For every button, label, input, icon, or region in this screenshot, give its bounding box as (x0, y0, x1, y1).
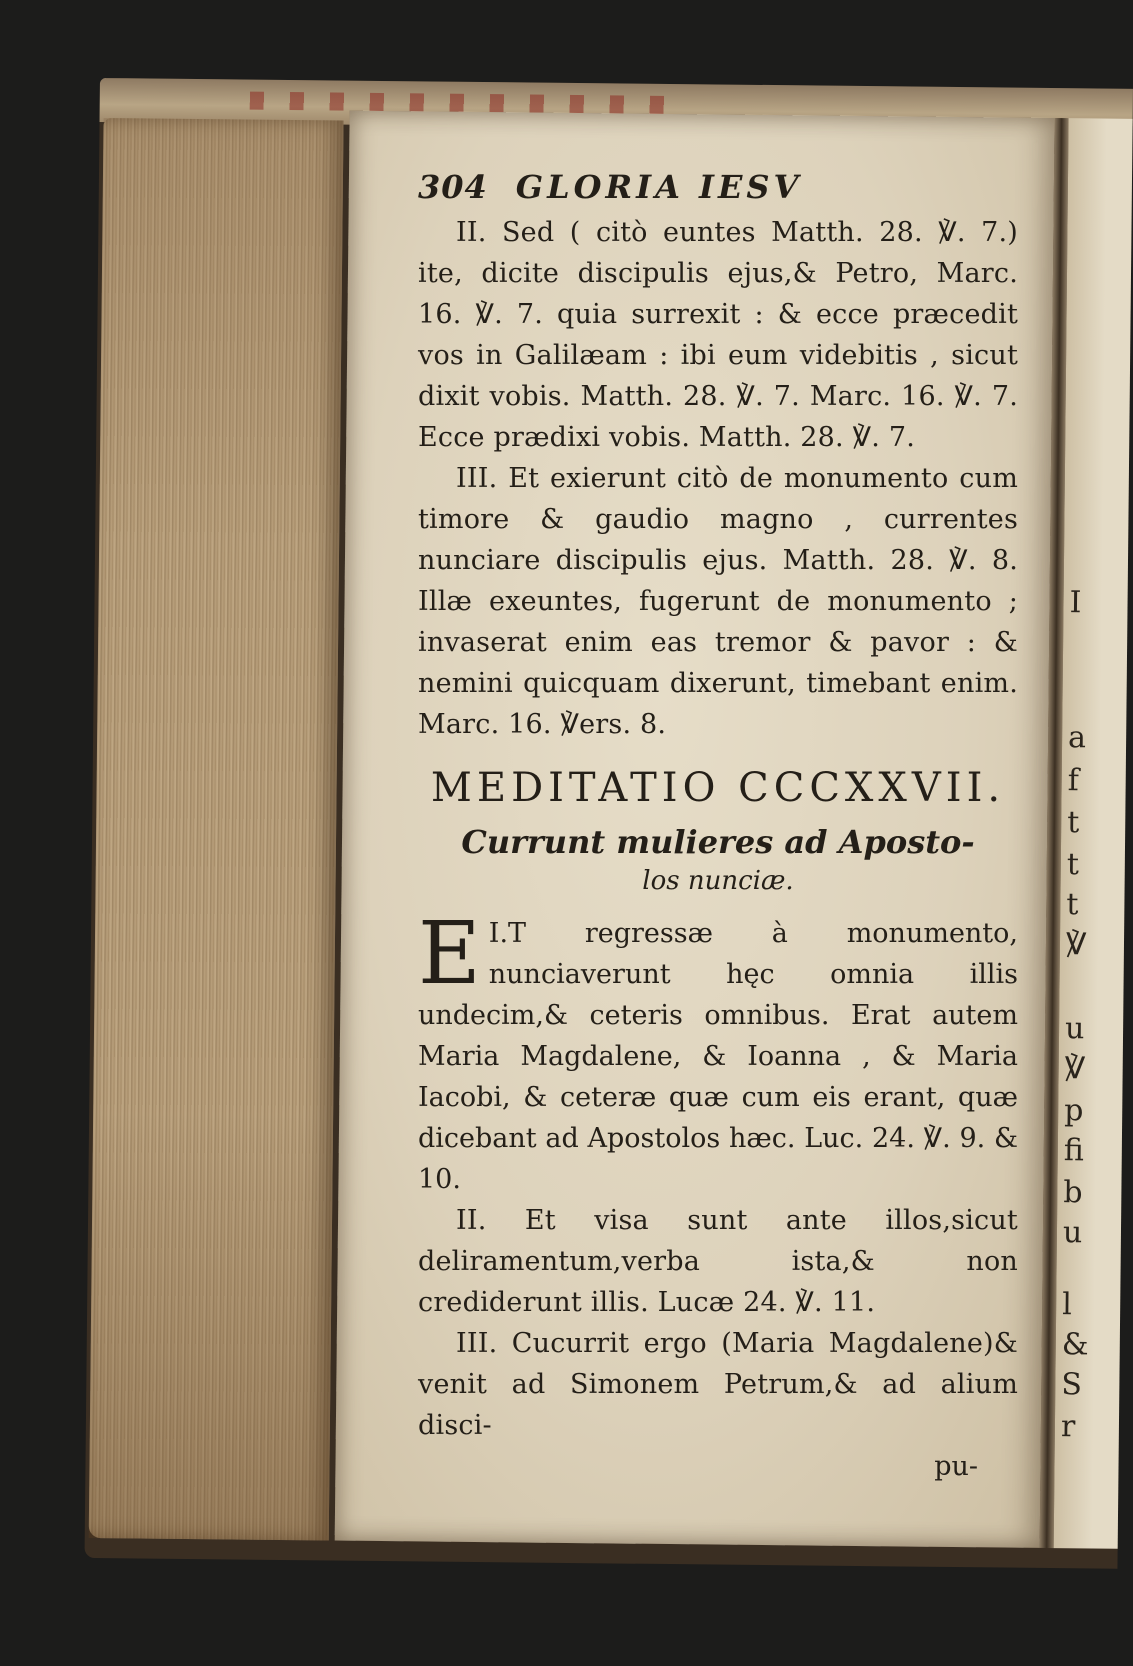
red-edge-stamp (250, 92, 670, 114)
facing-page-fragment: b (1063, 1175, 1083, 1211)
paragraph-text: T regressæ à monumento, nunciaverunt hęc omnia illis undecim,& ceteris omnibus. Erat autem Maria Magdalene, & Ioanna , & Maria Iacobi, & ceteræ quæ cum eis erant, quæ dicebant ad Apostolos hæc. Luc. 24. ℣. 9. & 10. (418, 918, 1018, 1195)
paragraph-ii: II. Sed ( citò euntes Matth. 28. ℣. 7.) ite, dicite discipulis ejus,& Petro, Marc. 16. ℣. 7. quia surrexit : & ecce præcedit vos in Galilæam : ibi eum videbitis , sicut dixit vobis. Matth. 28. ℣. 7. Marc. 16. ℣. 7. Ecce prædixi vobis. Matth. 28. ℣. 7. (418, 217, 1018, 453)
catchword: pu- (934, 1451, 978, 1482)
facing-page-fragment: & (1061, 1327, 1089, 1363)
facing-page-fragment: ℣ (1065, 927, 1087, 963)
meditation-paragraph-i (418, 904, 1018, 1200)
facing-page-fragment: u (1062, 1215, 1083, 1251)
drop-cap: E (418, 904, 481, 1004)
facing-page-fragment: r (1060, 1409, 1076, 1445)
meditation-paragraph-ii: II. Et visa sunt ante illos,sicut deliramentum,verba ista,& non crediderunt illis. Lucæ 24. ℣. 11. (418, 1205, 1018, 1318)
facing-page-fragment: p (1064, 1093, 1084, 1129)
meditation-heading: MEDITATIO CCCXXVII. (430, 765, 1006, 811)
facing-page-fragment: l (1062, 1287, 1072, 1323)
facing-page-fragment: fi (1063, 1133, 1085, 1169)
facing-page-fragment: ℣ (1064, 1051, 1086, 1087)
facing-page-fragment: I (1069, 585, 1082, 621)
paragraph-iii: III. Et exierunt citò de monumento cum timore & gaudio magno , currentes nunciare discipulis ejus. Matth. 28. ℣. 8. Illæ exeuntes, fugerunt de monumento ; invaserat enim eas tremor & pavor : & nemini quicquam dixerunt, timebant enim. Marc. 16. ℣ers. 8. (418, 463, 1018, 740)
facing-page-fragment: t (1067, 805, 1080, 841)
right-page-edge (1054, 118, 1133, 1549)
running-title: GLORIA IESV (515, 168, 803, 206)
paragraph-number: I. (488, 918, 509, 949)
facing-page-fragment: t (1066, 847, 1080, 883)
page-block-edge (89, 118, 344, 1540)
meditation-subtitle: Currunt mulieres ad Aposto- (461, 823, 975, 861)
meditation-subtitle-continued: los nunciæ. (642, 866, 794, 896)
facing-page-fragment: a (1067, 720, 1087, 756)
page-number: 304 (418, 168, 488, 206)
facing-page-fragment: S (1061, 1367, 1083, 1403)
facing-page-fragment: t (1066, 887, 1079, 923)
page-text (418, 168, 1018, 1487)
running-head (418, 168, 1018, 212)
facing-page-fragment: f (1067, 763, 1079, 799)
facing-page-fragment: u (1064, 1011, 1085, 1047)
meditation-paragraph-iii: III. Cucurrit ergo (Maria Magdalene)& venit ad Simonem Petrum,& ad alium disci- (418, 1328, 1018, 1441)
